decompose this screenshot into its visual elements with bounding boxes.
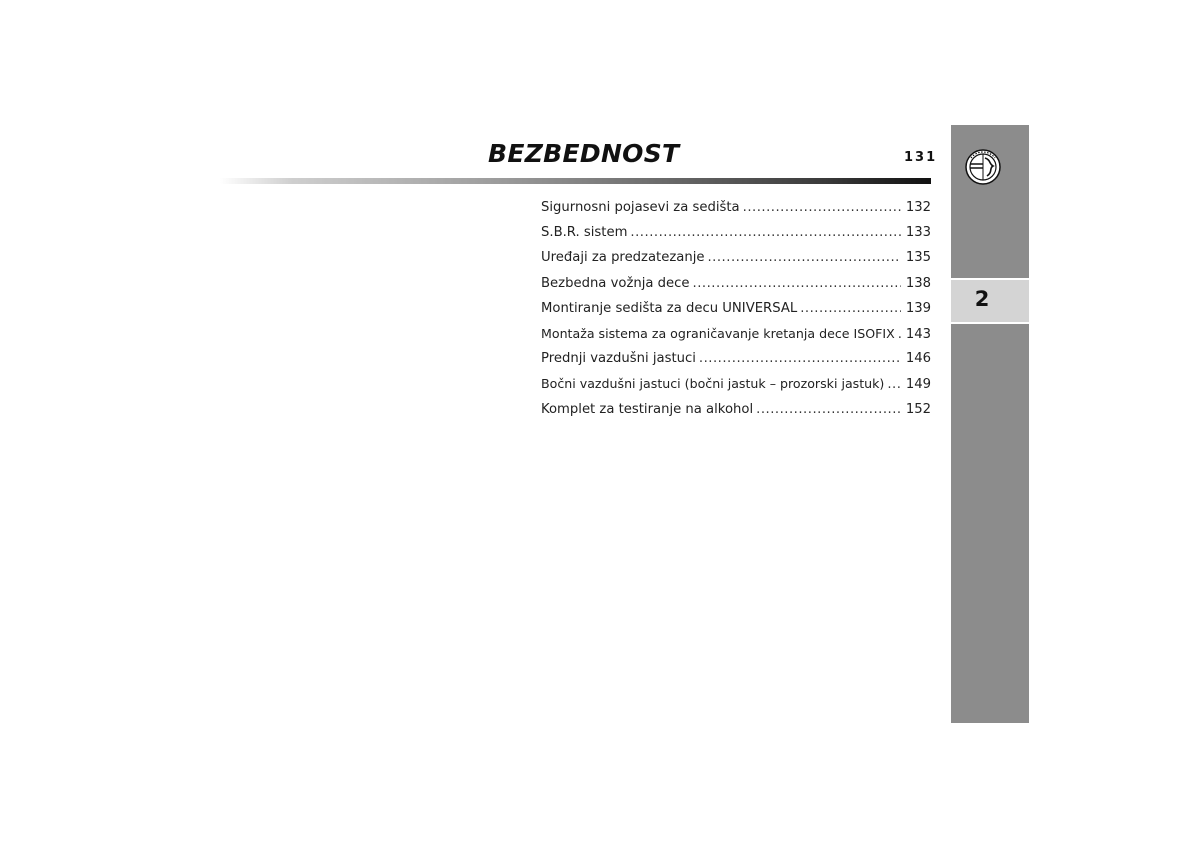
toc-entry-page: 146 [905,351,931,367]
table-of-contents [541,200,931,427]
toc-entry-page: 135 [905,250,931,266]
toc-leader-dots [707,250,901,265]
toc-leader-dots [887,377,901,392]
title-divider [220,178,931,184]
toc-entry[interactable] [541,276,931,301]
toc-entry-label: Sigurnosni pojasevi za sedišta [541,200,740,215]
toc-entry[interactable] [541,250,931,275]
toc-entry-label: Uređaji za predzatezanje [541,250,705,266]
toc-entry-page: 149 [905,377,931,393]
toc-entry-page: 143 [905,326,931,342]
page-title: BEZBEDNOST [488,139,680,168]
section-number: 2 [974,287,990,311]
toc-entry-page: 138 [905,275,931,291]
toc-entry-label: Bočni vazdušni jastuci (bočni jastuk – prozorski jastuk) [541,376,885,392]
toc-leader-dots [756,402,901,417]
toc-leader-dots [630,225,901,240]
section-sidebar [951,125,1029,723]
section-tab[interactable] [951,278,1029,324]
toc-entry-label: Prednji vazdušni jastuci [541,351,696,367]
toc-entry-label: S.B.R. sistem [541,225,628,241]
toc-leader-dots [743,200,901,215]
toc-leader-dots [800,301,901,316]
toc-entry[interactable] [541,402,931,427]
toc-entry-page: 139 [905,300,931,316]
toc-entry-page: 132 [905,200,931,215]
toc-entry[interactable] [541,225,931,250]
toc-entry[interactable] [541,301,931,326]
toc-entry[interactable] [541,200,931,225]
toc-entry[interactable] [541,326,931,351]
toc-leader-dots [699,351,901,366]
toc-entry-page: 152 [905,401,931,417]
toc-entry[interactable] [541,351,931,376]
toc-entry-page: 133 [905,225,931,241]
toc-entry[interactable] [541,376,931,401]
toc-leader-dots [898,327,901,342]
alfa-romeo-logo-icon [965,149,1001,185]
toc-entry-label: Bezbedna vožnja dece [541,275,690,291]
page-number: 131 [904,150,938,165]
toc-leader-dots [693,276,901,291]
toc-entry-label: Montiranje sedišta za decu UNIVERSAL [541,300,798,316]
toc-entry-label: Montaža sistema za ograničavanje kretanja dece ISOFIX [541,325,895,341]
toc-entry-label: Komplet za testiranje na alkohol [541,401,754,417]
